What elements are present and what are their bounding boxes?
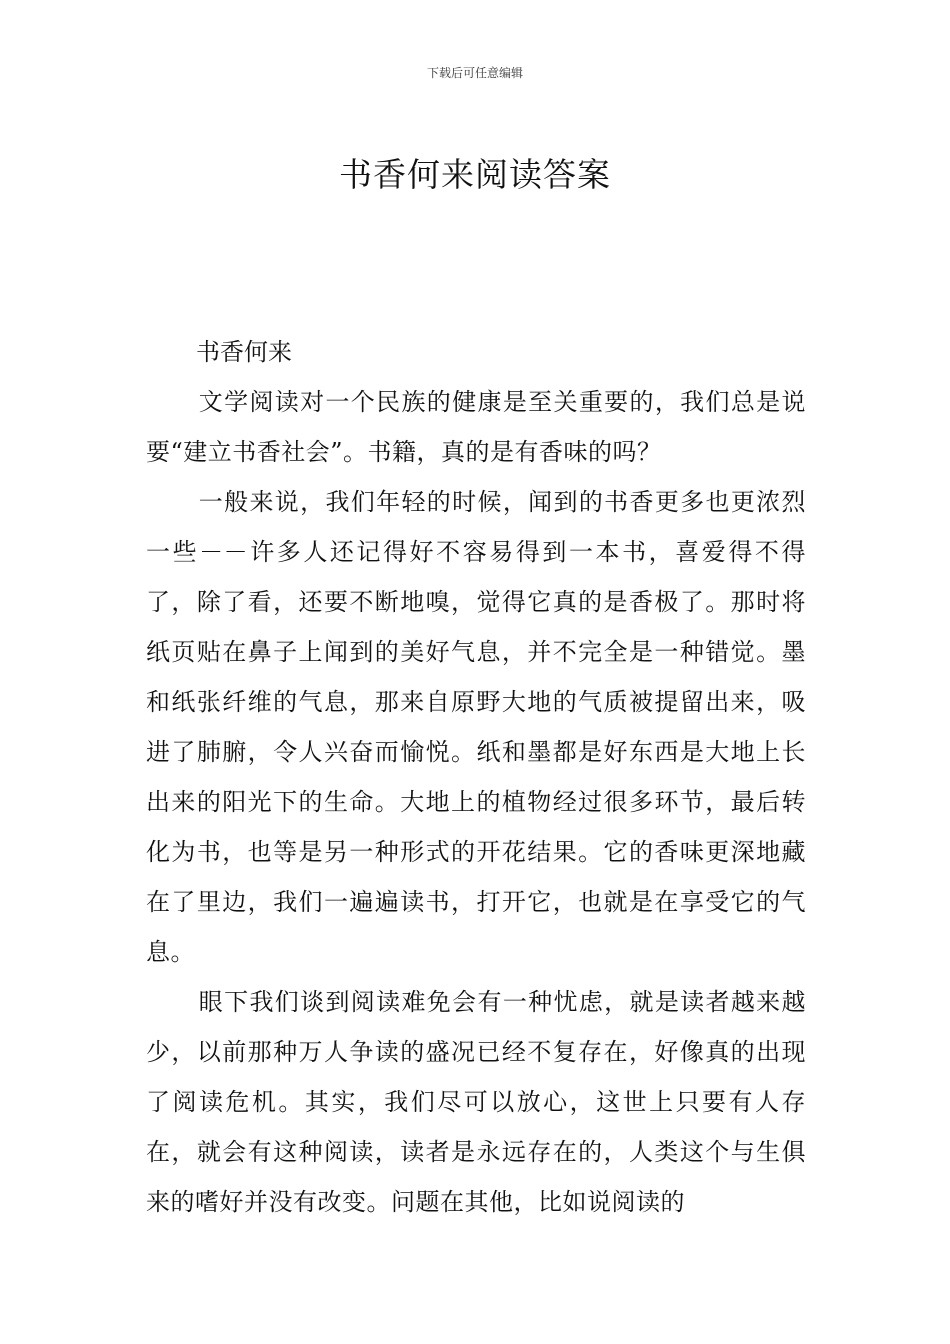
paragraph-2: 一般来说，我们年轻的时候，闻到的书香更多也更浓烈一些－－许多人还记得好不容易得到一本书，喜爱得不得了，除了看，还要不断地嗅，觉得它真的是香极了。那时将纸页贴在鼻子上闻到的美好气息，并不完全是一种错觉。墨和纸张纤维的气息，那来自原野大地的气质被提留出来，吸进了肺腑，令人兴奋而愉悦。纸和墨都是好东西是大地上长出来的阳光下的生命。大地上的植物经过很多环节，最后转化为书，也等是另一种形式的开花结果。它的香味更深地藏在了里边，我们一遍遍读书，打开它，也就是在享受它的气息。: [146, 488, 806, 966]
article-body: [146, 327, 806, 1227]
article-heading: 书香何来: [196, 338, 292, 366]
paragraph-3: 眼下我们谈到阅读难免会有一种忧虑，就是读者越来越少，以前那种万人争读的盛况已经不复存在，好像真的出现了阅读危机。其实，我们尽可以放心，这世上只要有人存在，就会有这种阅读，读者是永远存在的，人类这个与生俱来的嗜好并没有改变。问题在其他，比如说阅读的: [146, 988, 806, 1216]
document-title: 书香何来阅读答案: [339, 155, 611, 195]
page-header-note: 下载后可任意编辑: [426, 66, 523, 80]
paragraph-1: 文学阅读对一个民族的健康是至关重要的，我们总是说要“建立书香社会”。书籍，真的是有香味的吗？: [146, 388, 806, 466]
